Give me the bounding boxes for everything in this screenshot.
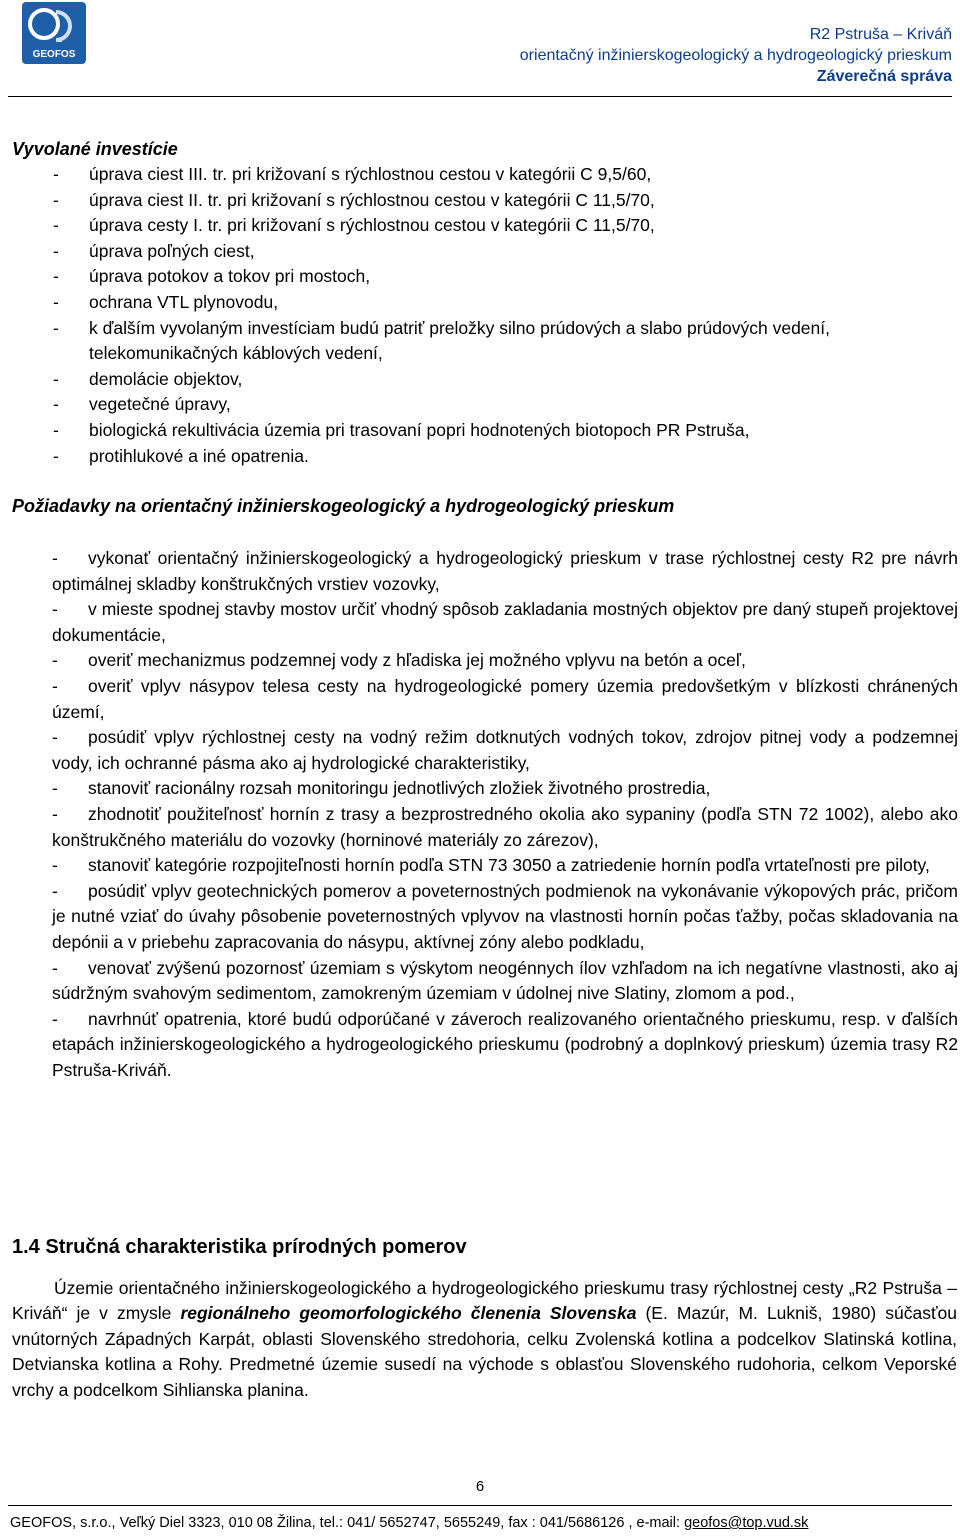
poziadavky-list [14,546,958,1083]
list-item: - ochrana VTL plynovodu, [12,290,952,316]
list-item-text: overiť vplyv násypov telesa cesty na hydrogeologické pomery územia predovšetkým v blízkosti chránených území, [52,675,958,722]
header-divider [8,96,952,97]
list-item [14,674,958,725]
geofos-logo-icon [22,2,86,64]
list-item: - vegetečné úpravy, [12,392,952,418]
paragraph-text: (E. Mazúr, M. Lukniš, 1980) súčasťou vnútorných Západných Karpát, oblasti Slovenského stredohoria, celku Zvolenská kotlina a podcelkov Slatinská kotlina, Detvianska kotlina a Rohy. Predmetné územie susedí na východe s oblasťou Slovenského rudohoria, celkom Veporské vrchy a podcelkom Sihlianska planina. [12,1303,957,1400]
list-item-text: navrhnúť opatrenia, ktoré budú odporúčané v záveroch realizovaného orientačného prieskumu, resp. v ďalších etapách inžinierskogeologického a hydrogeologického prieskumu (podrobný a doplnkový prieskum) územia trasy R2 Pstruša-Kriváň. [52,1008,958,1080]
section-number: 1.4 [12,1236,40,1258]
list-item: - demolácie objektov, [12,367,952,393]
list-item: - k ďalším vyvolaným investíciam budú patriť preložky silno prúdových a slabo prúdových vedení, telekomunikačných káblových vedení, [12,316,952,367]
heading-poziadavky: Požiadavky na orientačný inžinierskogeologický a hydrogeologický prieskum [12,496,675,516]
paragraph-text: Územie orientačného inžinierskogeologického a hydrogeologického prieskumu trasy rýchlostnej cesty „R2 Pstruša – Kriváň“ je v zmysle [12,1278,957,1324]
list-item: - úprava cesty I. tr. pri križovaní s rýchlostnou cestou v kategórii C 11,5/70, [12,213,952,239]
list-item-text: vykonať orientačný inžinierskogeologický a hydrogeologický prieskum v trase rýchlostnej cesty R2 pre návrh optimálnej skladby konštrukčných vrstiev vozovky, [52,548,958,594]
list-item [14,853,958,879]
list-item [14,725,958,776]
footer-address: GEOFOS, s.r.o., Veľký Diel 3323, 010 08 Žilina, tel.: 041/ 5652747, 5655249, fax : 041/5686126 , e-mail: [10,1515,685,1531]
list-item: - úprava ciest III. tr. pri križovaní s rýchlostnou cestou v kategórii C 9,5/60, [12,162,952,188]
list-item [14,802,958,853]
section-title: Stručná charakteristika prírodných pomerov [45,1236,467,1258]
section-1-4-heading [12,1236,467,1259]
footer-divider [8,1505,952,1506]
list-item-text: posúdiť vplyv rýchlostnej cesty na vodný režim dotknutých vodných tokov, zdrojov pitnej vody a podzemnej vody, ich ochranné pásma ako aj hydrologické charakteristiky, [52,727,958,773]
footer [10,1515,808,1531]
list-item-text: venovať zvýšenú pozornosť územiam s výskytom neogénnych ílov vzhľadom na ich negatívne vlastnosti, ako aj súdržným svahovým sedimentom, zamokreným územiam v údolnej nive Slatiny, zlomom a pod., [52,957,958,1004]
footer-email-link[interactable]: geofos@top.vud.sk [684,1515,809,1531]
list-item: - úprava potokov a tokov pri mostoch, [12,264,952,290]
list-item [14,546,958,597]
list-item-text: stanoviť racionálny rozsah monitoringu jednotlivých zložiek životného prostredia, [88,778,711,799]
investicie-list [12,162,952,469]
list-item: - úprava poľných ciest, [12,239,952,265]
list-item-text: zhodnotiť použiteľnosť hornín z trasy a bezprostredného okolia ako sypaniny (podľa STN 72 1002), alebo ako konštrukčného materiálu do vozovky (horninové materiály zo zárezov), [52,803,958,850]
header-project: R2 Pstruša – Kriváň [809,26,952,43]
list-item: - biologická rekultivácia územia pri trasovaní popri hodnotených biotopoch PR Pstruša, [12,418,952,444]
list-item [14,776,958,802]
list-item [14,956,958,1007]
list-item-text: stanoviť kategórie rozpojiteľnosti hornín podľa STN 73 3050 a zatriedenie hornín podľa vrtateľnosti pre piloty, [88,855,930,876]
list-item: - úprava ciest II. tr. pri križovaní s rýchlostnou cestou v kategórii C 11,5/70, [12,188,952,214]
list-item [14,648,958,674]
list-item [14,597,958,648]
list-item-text: v mieste spodnej stavby mostov určiť vhodný spôsob zakladania mostných objektov pre daný stupeň projektovej dokumentácie, [52,599,958,645]
paragraph-emphasis: regionálneho geomorfologického členenia Slovenska [180,1303,637,1324]
page-number: 6 [475,1478,485,1495]
logo-text: GEOFOS [32,49,76,60]
list-item: - protihlukové a iné opatrenia. [12,444,952,470]
list-item-text: posúdiť vplyv geotechnických pomerov a poveternostných podmienok na vykonávanie výkopových prác, pričom je nutné vziať do úvahy pôsobenie poveternostných vplyvov na vlastnosti hornín počas ťažby, počas skladovania na depónii a v priebehu zapracovania do násypu, aktívnej zóny alebo podkladu, [52,880,958,952]
geofos-logo [22,2,86,64]
document-header [520,24,952,87]
list-item [14,1007,958,1084]
header-subtitle: orientačný inžinierskogeologický a hydrogeologický prieskum [519,47,952,64]
section-1-4-paragraph [12,1276,957,1403]
heading-vyvolane-investicie: Vyvolané investície [12,139,178,159]
list-item-text: overiť mechanizmus podzemnej vody z hľadiska jej možného vplyvu na betón a oceľ, [88,650,746,671]
list-item [14,879,958,956]
header-report-type: Záverečná správa [816,68,952,85]
